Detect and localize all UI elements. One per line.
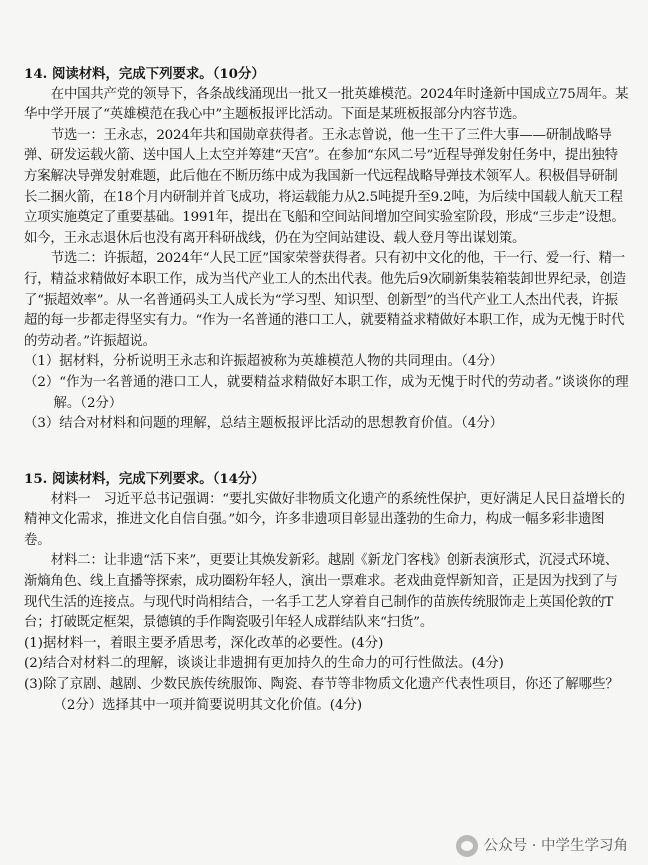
question-14 [24, 64, 630, 435]
question-14-heading: 14. 阅读材料，完成下列要求。（10分） [24, 66, 265, 82]
question-14-excerpt-1: 节选一：王永志，2024年共和国勋章获得者。王永志曾说，他一生干了三件大事——研制战略导弹、研发运载火箭、送中国人上太空并筹建“天宫”。在参加“东风二号”近程导弹发射任务中，提出独特方案解决导弹发射难题，此后他在不断历练中成为我国新一代远程战略导弹技术领军人。积极倡导研制长二捆火箭，在18个月内研制并首飞成功，将运载能力从2.5吨提升至9.2吨，为后续中国载人航天工程立项实施奠定了重要基础。1991年，提出在飞船和空间站间增加空间实验室阶段，形成“三步走”设想。如今，王永志退休后也没有离开科研战线，仍在为空间站建设、载人登月等出谋划策。 [24, 127, 625, 246]
wechat-icon [456, 835, 478, 857]
question-15-sub-1: (1)据材料一，着眼主要矛盾思考，深化改革的必要性。(4分) [24, 635, 384, 651]
question-15-sub-2: (2)结合对材料二的理解，谈谈让非遗拥有更加持久的生命力的可行性做法。(4分) [24, 656, 504, 672]
question-14-excerpt-2: 节选二：许振超，2024年“人民工匠”国家荣誉获得者。只有初中文化的他，干一行、爱一行、精一行，精益求精做好本职工作，成为当代产业工人的杰出代表。他先后9次刷新集装箱装卸世界纪录，创造了“振超效率”。从一名普通码头工人成长为“学习型、知识型、创新型”的当代产业工人杰出代表，许振超的每一步都走得坚实有力。“作为一名普通的港口工人，就要精益求精做好本职工作，成为无愧于时代的劳动者。”许振超说。 [24, 251, 626, 349]
question-14-intro: 在中国共产党的领导下，各条战线涌现出一批又一批英雄模范。2024年时逢新中国成立75周年。某华中学开展了“英雄模范在我心中”主题板报评比活动。下面是某班板报部分内容节选。 [24, 86, 629, 123]
question-15-material-1: 材料一 习近平总书记强调：“要扎实做好非物质文化遗产的系统性保护，更好满足人民日益增长的精神文化需求，推进文化自信自强。”如今，许多非遗项目彰显出蓬勃的生命力，构成一幅多彩非遗图卷。 [24, 491, 625, 548]
question-14-sub-3: （3）结合对材料和问题的理解，总结主题板报评比活动的思想教育价值。（4分） [24, 416, 504, 432]
question-15-heading: 15. 阅读材料，完成下列要求。（14分） [24, 471, 265, 487]
watermark-text: 公众号 · 中学生学习角 [483, 837, 628, 854]
question-14-sub-2: （2）“作为一名普通的港口工人，就要精益求精做好本职工作，成为无愧于时代的劳动者。”谈谈你的理解。（2分） [24, 374, 629, 411]
question-15 [24, 469, 630, 716]
wechat-watermark [456, 835, 628, 857]
question-14-sub-1: （1）据材料，分析说明王永志和许振超被称为英雄模范人物的共同理由。（4分） [24, 354, 504, 370]
question-15-sub-3: (3)除了京剧、越剧、少数民族传统服饰、陶瓷、春节等非物质文化遗产代表性项目，你还了解哪些？（2分）选择其中一项并简要说明其文化价值。(4分) [24, 676, 619, 713]
question-15-material-2: 材料二：让非遗“活下来”，更要让其焕发新彩。越剧《新龙门客栈》创新表演形式，沉浸式环境、渐熵角色、线上直播等探索，成功圈粉年轻人，演出一票难求。老戏曲竟悍新知音，正是因为找到了与现代生活的连接点。与现代时尚相结合，一名手工艺人穿着自己制作的苗族传统服饰走上英国伦敦的T台；打破既定框架，景德镇的手作陶瓷吸引年轻人成群结队来“扫货”。 [24, 553, 619, 631]
